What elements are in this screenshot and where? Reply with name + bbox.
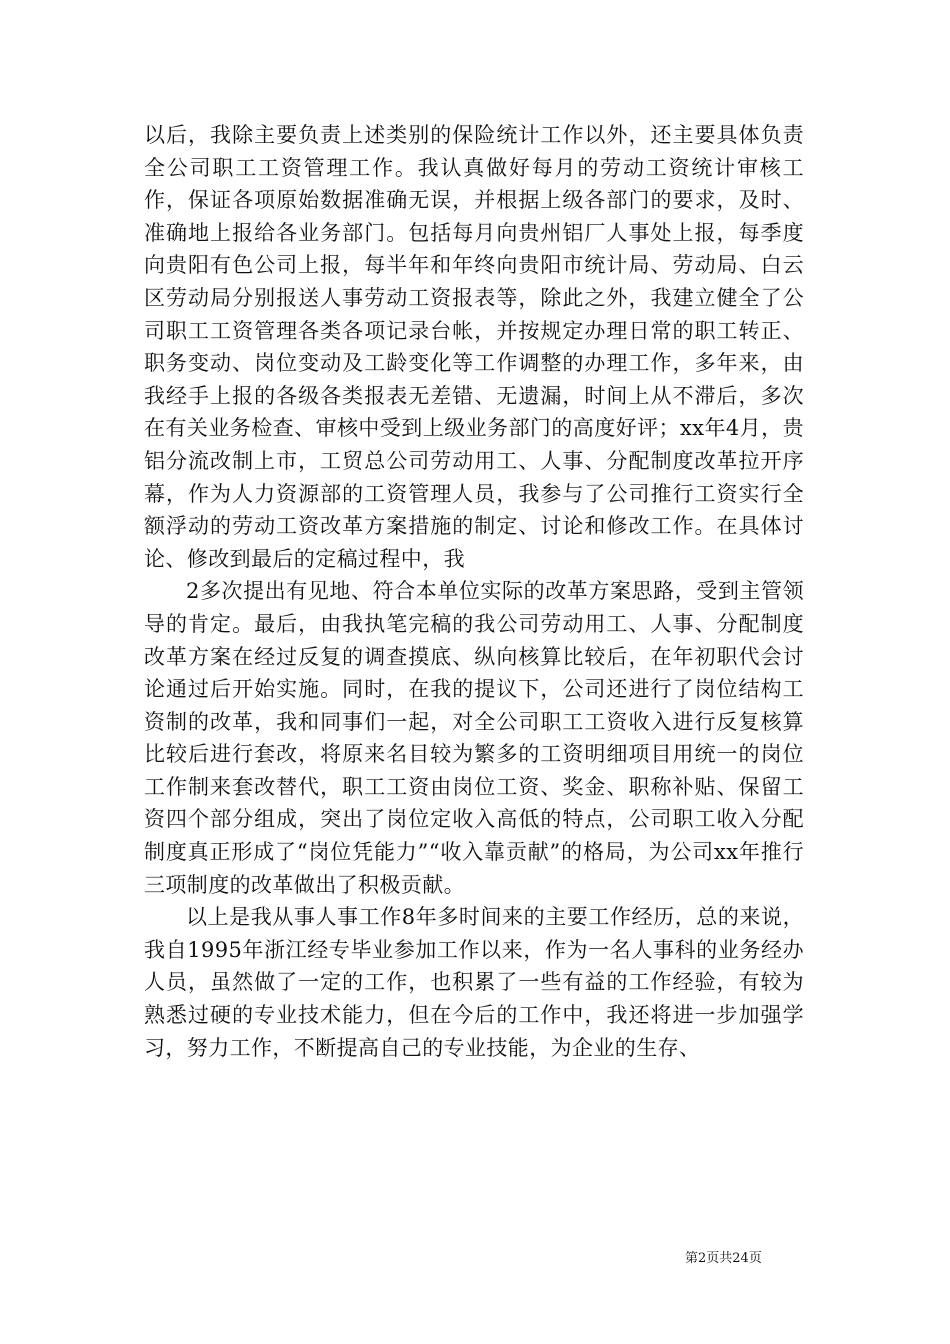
document-body <box>144 119 804 1064</box>
paragraph-2: 2多次提出有见地、符合本单位实际的改革方案思路，受到主管领导的肯定。最后，由我执笔完稿的我公司劳动用工、人事、分配制度改革方案在经过反复的调查摸底、纵向核算比较后，在年初职代会讨论通过后开始实施。同时，在我的提议下，公司还进行了岗位结构工资制的改革，我和同事们一起，对全公司职工工资收入进行反复核算比较后进行套改，将原来名目较为繁多的工资明细项目用统一的岗位工作制来套改替代，职工工资由岗位工资、奖金、职称补贴、保留工资四个部分组成，突出了岗位定收入高低的特点，公司职工收入分配制度真正形成了“岗位凭能力”“收入靠贡献”的格局，为公司xx年推行三项制度的改革做出了积极贡献。 <box>144 579 804 897</box>
page-number-footer: 第2页共24页 <box>685 1251 762 1266</box>
paragraph-3: 以上是我从事人事工作8年多时间来的主要工作经历，总的来说，我自1995年浙江经专毕业参加工作以来，作为一名人事科的业务经办人员，虽然做了一定的工作，也积累了一些有益的工作经验，有较为熟悉过硬的专业技术能力，但在今后的工作中，我还将进一步加强学习，努力工作，不断提高自己的专业技能，为企业的生存、 <box>144 905 804 1060</box>
paragraph-1: 以后，我除主要负责上述类别的保险统计工作以外，还主要具体负责全公司职工工资管理工作。我认真做好每月的劳动工资统计审核工作，保证各项原始数据准确无误，并根据上级各部门的要求，及时、准确地上报给各业务部门。包括每月向贵州铝厂人事处上报，每季度向贵阳有色公司上报，每半年和年终向贵阳市统计局、劳动局、白云区劳动局分别报送人事劳动工资报表等，除此之外，我建立健全了公司职工工资管理各类各项记录台帐，并按规定办理日常的职工转正、职务变动、岗位变动及工龄变化等工作调整的办理工作，多年来，由我经手上报的各级各类报表无差错、无遗漏，时间上从不滞后，多次在有关业务检查、审核中受到上级业务部门的高度好评；xx年4月，贵铝分流改制上市，工贸总公司劳动用工、人事、分配制度改革拉开序幕，作为人力资源部的工资管理人员，我参与了公司推行工资实行全额浮动的劳动工资改革方案措施的制定、讨论和修改工作。在具体讨论、修改到最后的定稿过程中，我 <box>144 123 804 571</box>
